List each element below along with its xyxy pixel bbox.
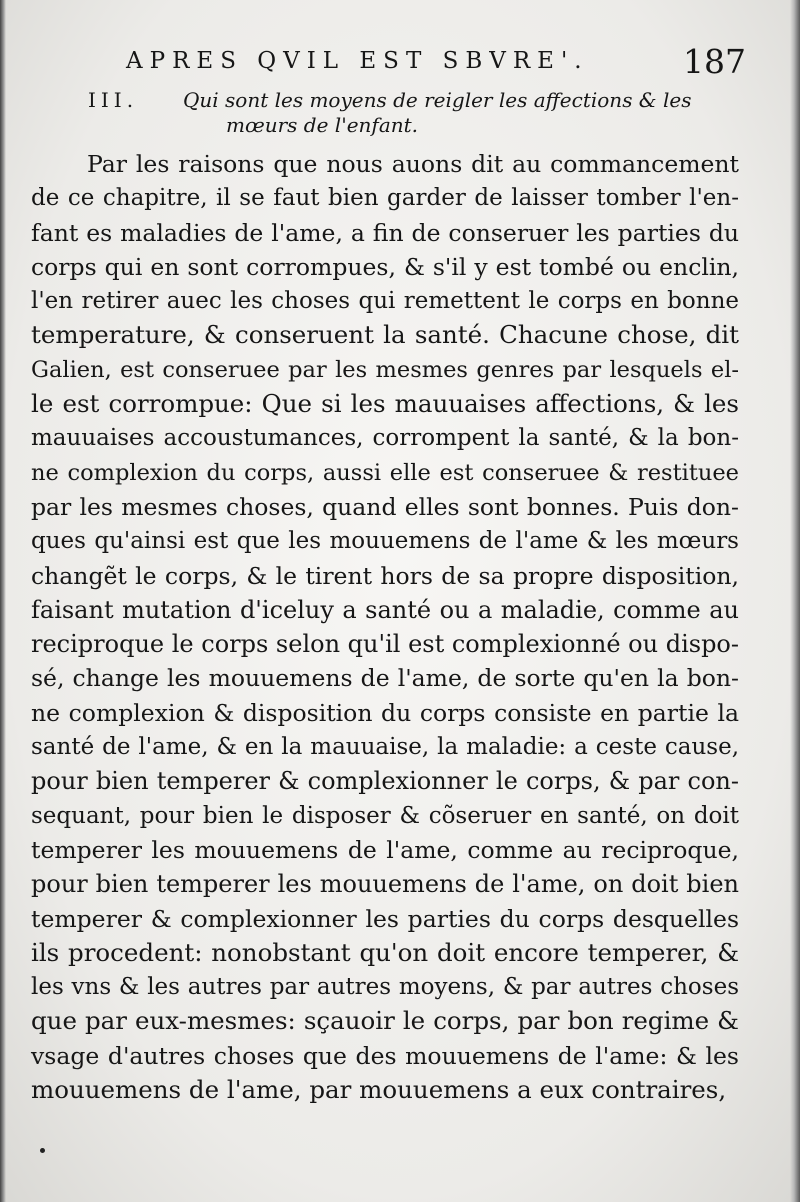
chapter-number: III. (88, 88, 139, 112)
body-line: ne complexion & disposition du corps consiste en partie la (31, 698, 739, 727)
body-line: sé, change les mouuemens de l'ame, de sorte qu'en la bon- (31, 664, 739, 693)
ink-dot (40, 1148, 45, 1153)
body-line: temperer & complexionner les parties du corps desquelles (31, 904, 739, 933)
body-line: Galien, est conseruee par les mesmes genres par lesquels el- (31, 356, 739, 383)
body-line: par les mesmes choses, quand elles sont bonnes. Puis don- (31, 492, 739, 521)
body-line: le est corrompue: Que si les mauuaises affections, & les (31, 389, 739, 419)
running-head (126, 44, 746, 84)
body-line: mauuaises accoustumances, corrompent la santé, & la bon- (31, 425, 739, 452)
page-edge-right (790, 0, 800, 1202)
chapter-heading (88, 88, 728, 138)
body-line: que par eux-mesmes: sçauoir le corps, par bon regime & (31, 1006, 739, 1036)
body-line: les vns & les autres par autres moyens, & par autres choses (31, 974, 739, 1001)
body-line: temperature, & conseruent la santé. Chacune chose, dit (31, 320, 739, 350)
body-line: pour bien temperer & complexionner le corps, & par con- (31, 767, 739, 796)
body-line: pour bien temperer les mouuemens de l'ame, on doit bien (31, 870, 739, 899)
body-line: Par les raisons que nous auons dit au commancement (87, 150, 739, 178)
body-line: ques qu'ainsi est que les mouuemens de l'ame & les mœurs (31, 528, 739, 555)
body-line: sequant, pour bien le disposer & cõseruer en santé, on doit (31, 802, 739, 829)
page-number: 187 (683, 42, 746, 81)
body-line: vsage d'autres choses que des mouuemens de l'ame: & les (31, 1041, 739, 1070)
body-line: ne complexion du corps, aussi elle est conseruee & restituee (31, 459, 739, 486)
body-line: corps qui en sont corrompues, & s'il y est tombé ou enclin, (31, 252, 739, 281)
body-text (31, 147, 739, 1107)
body-line: mouuemens de l'ame, par mouuemens a eux contraires, (31, 1075, 727, 1105)
page-edge-left (0, 0, 6, 1202)
body-line: temperer les mouuemens de l'ame, comme au reciproque, (31, 835, 739, 864)
running-title: APRES QVIL EST SBVRE'. (126, 48, 589, 74)
chapter-heading-line-1: Qui sont les moyens de reigler les affections & les (183, 88, 692, 112)
body-line: faisant mutation d'iceluy a santé ou a maladie, comme au (31, 595, 739, 624)
body-line: reciproque le corps selon qu'il est complexionné ou dispo- (31, 630, 739, 659)
body-line: l'en retirer auec les choses qui remettent le corps en bonne (31, 288, 739, 315)
chapter-heading-line-2: mœurs de l'enfant. (226, 113, 419, 137)
body-line: de ce chapitre, il se faut bien garder de laisser tomber l'en- (31, 185, 739, 212)
body-line: fant es maladies de l'ame, a fin de conseruer les parties du (31, 218, 739, 247)
body-line: changẽt le corps, & le tirent hors de sa propre disposition, (31, 561, 739, 590)
body-line: ils procedent: nonobstant qu'on doit encore temperer, & (31, 937, 739, 967)
body-line: santé de l'ame, & en la mauuaise, la maladie: a ceste cause, (31, 734, 739, 761)
